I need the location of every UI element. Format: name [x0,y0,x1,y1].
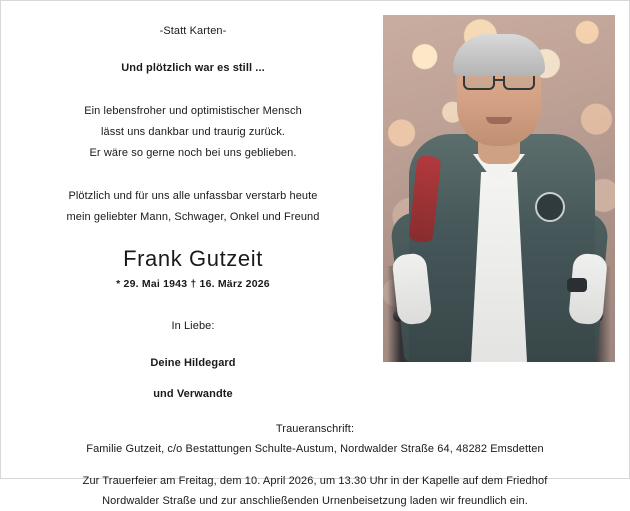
mourner-line: und Verwandte [153,388,233,400]
mourner-line: Deine Hildegard [150,357,236,369]
verse-line: Ein lebensfroher und optimistischer Mensch [84,105,302,117]
verse-line: lässt uns dankbar und traurig zurück. [100,126,286,138]
card-bottom-area [17,419,613,511]
photo-column [383,15,615,362]
spacer [17,228,369,244]
header-note: -Statt Karten- [159,25,227,37]
closing-intro: In Liebe: [171,320,215,332]
hair-shape [453,34,545,76]
spacer [17,459,613,471]
spacer [17,294,369,316]
mouth-shape [486,117,512,124]
service-line: Zur Trauerfeier am Freitag, dem 10. April 2026, um 13.30 Uhr in der Kapelle auf dem Friedhof [82,475,548,487]
card-top-area [17,15,613,405]
vest-patch-shape [535,192,565,222]
deceased-name: Frank Gutzeit [123,246,263,271]
verse-line: Er wäre so gerne noch bei uns geblieben. [89,147,297,159]
address-title: Traueranschrift: [275,423,355,435]
life-dates: * 29. Mai 1943 † 16. März 2026 [116,278,270,290]
portrait-photo [383,15,615,362]
spacer [17,164,369,186]
wristwatch-shape [567,278,587,292]
glasses-bridge-shape [493,79,505,81]
spacer [17,79,369,101]
memorial-text-column [17,15,369,405]
spacer [17,374,369,384]
service-line: Nordwalder Straße und zur anschließenden Urnenbeisetzung laden wir freundlich ein. [102,495,528,507]
address-line: Familie Gutzeit, c/o Bestattungen Schulte-Austum, Nordwalder Straße 64, 48282 Emsdetten [86,443,544,455]
announcement-line: Plötzlich und für uns alle unfassbar verstarb heute [68,190,318,202]
spacer [17,337,369,353]
spacer [17,42,369,58]
headline: Und plötzlich war es still ... [121,62,265,74]
announcement-line: mein geliebter Mann, Schwager, Onkel und Freund [66,211,320,223]
